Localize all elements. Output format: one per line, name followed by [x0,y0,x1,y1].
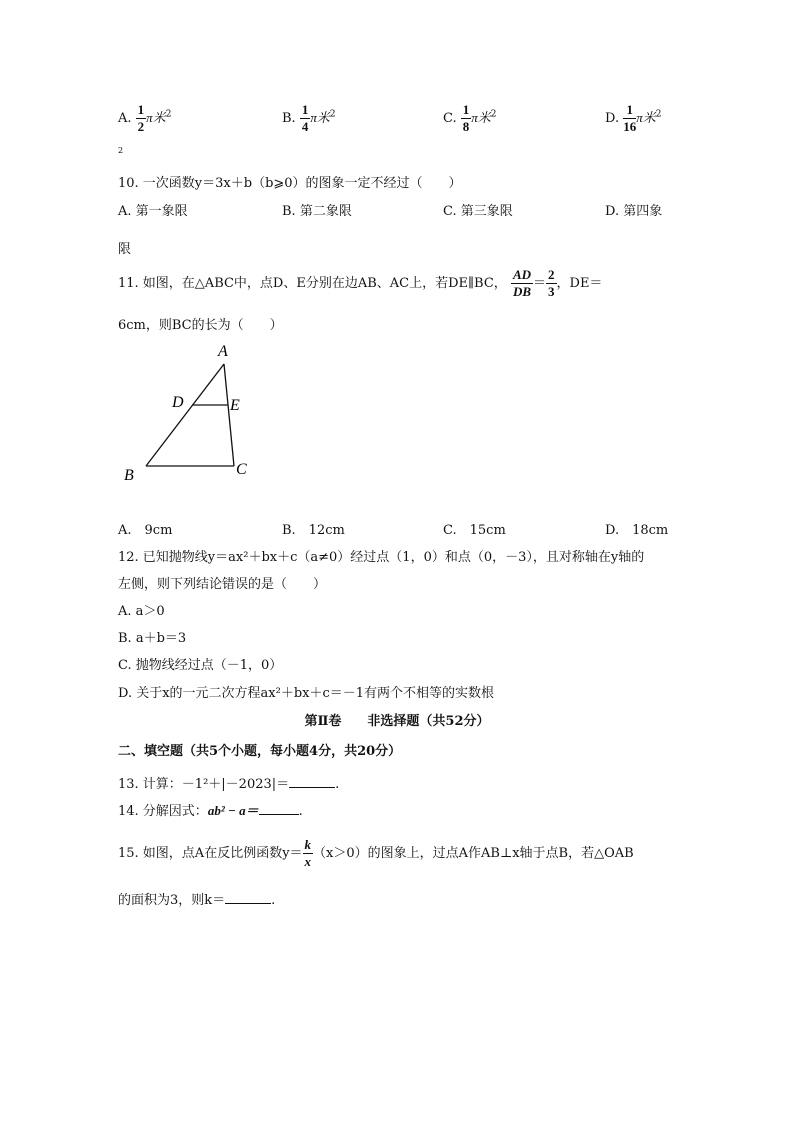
q11-option-b: B. 12cm [282,523,345,538]
q9-option-a: A. $\frac{1}{2}$ π米$^2$ [118,102,172,134]
side-ab [146,364,224,466]
fraction: $\frac{1}{4}$ [301,102,309,134]
q10-option-a: A. 第一象限 [118,204,188,219]
q9-option-d: D. $\frac{1}{16}$ π米$^2$ [605,102,662,134]
label-a: A [218,343,228,360]
q12-stem-line2: 左侧，则下列结论错误的是（ ） [118,577,327,592]
q10-wrap: 限 [118,242,132,257]
q14: 14. 分解因式：ab² − a＝ . [118,803,303,819]
q12-option-b: B. a＋b＝3 [118,631,187,646]
fraction: $\frac{1}{8}$ [462,102,470,134]
q9-wrap: 2 [118,146,124,155]
q10-option-d: D. 第四象 [605,204,663,219]
q11-option-a: A. 9cm [118,523,173,538]
side-ac [224,364,234,466]
fraction: $\frac{1}{16}$ [623,102,637,134]
section-title: 第Ⅱ卷 非选择题（共52分） [304,714,490,729]
answer-blank[interactable] [225,891,271,904]
q9-option-c: C. $\frac{1}{8}$ π米$^2$ [443,102,497,134]
q12-option-d: D. 关于x的一元二次方程ax²＋bx＋c＝－1有两个不相等的实数根 [118,686,495,701]
fraction-ad-db: $\frac{AD}{DB}$ [512,267,531,299]
q10-stem: 10. 一次函数y＝3x＋b（b⩾0）的图象一定不经过（ ） [118,176,462,191]
label-e: E [230,397,240,414]
answer-blank[interactable] [259,802,299,815]
q13: 13. 计算：－1²＋|－2023|＝ . [118,777,340,792]
fraction-k-x: $\frac{k}{x}$ [304,837,312,869]
fraction: $\frac{1}{2}$ [137,102,145,134]
answer-blank[interactable] [289,775,335,788]
q12-option-a: A. a＞0 [118,604,165,619]
q9-option-b: B. $\frac{1}{4}$ π米$^2$ [282,102,336,134]
q11-stem: 11. 如图，在△ABC中，点D、E分别在边AB、AC上，若DE∥BC， $\frac{AD}{DB}$ ＝ $\frac{2}{3}$ ，DE＝ [118,267,603,299]
triangle-figure [110,338,270,488]
q12-stem: 12. 已知抛物线y＝ax²＋bx＋c（a≠0）经过点（1，0）和点（0，－3），且对称轴在y轴的 [118,550,645,565]
q10-option-c: C. 第三象限 [443,204,513,219]
fraction-2-3: $\frac{2}{3}$ [548,267,555,299]
label-c: C [236,461,247,478]
q10-option-b: B. 第二象限 [282,204,352,219]
q12-option-c: C. 抛物线经过点（－1，0） [118,658,283,673]
q15: 15. 如图，点A在反比例函数y＝ $\frac{k}{x}$ （x＞0）的图象上，过点A作AB⊥x轴于点B，若△OAB [118,837,634,869]
label-d: D [172,394,184,411]
section-subtitle: 二、填空题（共5个小题，每小题4分，共20分） [118,744,402,759]
q11-option-d: D. 18cm [605,523,669,538]
q11-stem-line2: 6cm，则BC的长为（ ） [118,318,283,333]
q15-line2: 的面积为3，则k＝ . [118,893,276,908]
label-b: B [124,467,134,484]
q11-option-c: C. 15cm [443,523,506,538]
